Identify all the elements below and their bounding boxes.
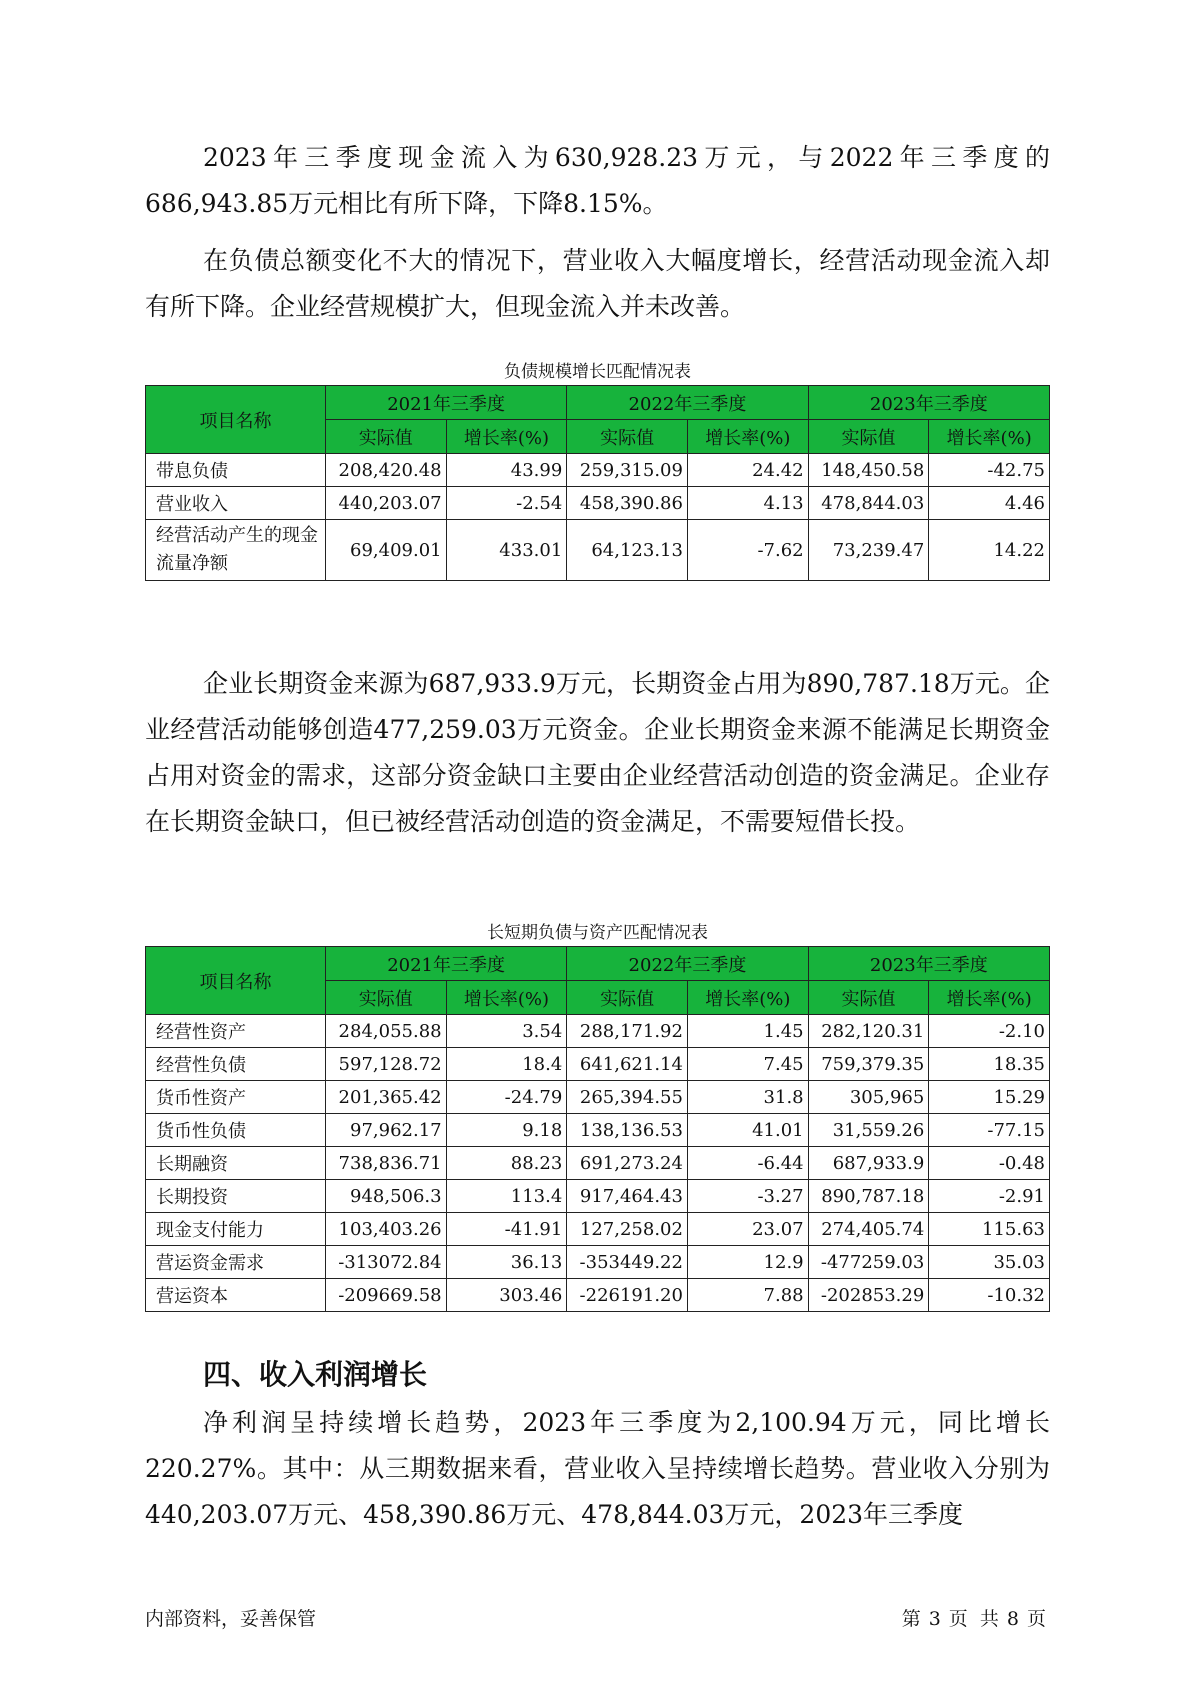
cell-value: 35.03 (929, 1246, 1050, 1279)
cell-value: 7.45 (687, 1048, 808, 1081)
page-suffix: 页 (1026, 1608, 1046, 1630)
page-current: 3 (928, 1608, 941, 1630)
row-label: 货币性资产 (146, 1081, 326, 1114)
cell-value: 24.42 (687, 454, 808, 487)
cell-value: 43.99 (446, 454, 567, 487)
header-actual: 实际值 (567, 981, 688, 1015)
header-period-2022: 2022年三季度 (567, 386, 808, 420)
page-mid: 页 共 (948, 1608, 999, 1630)
paragraph-cash-inflow: 2023年三季度现金流入为630,928.23万元，与2022年三季度的686,943.85万元相比有所下降，下降8.15%。 (145, 143, 1050, 218)
table-row (146, 454, 1050, 487)
cell-value: -0.48 (929, 1147, 1050, 1180)
cell-value: -3.27 (687, 1180, 808, 1213)
table2-caption: 长短期负债与资产匹配情况表 (487, 923, 708, 943)
cell-value: 115.63 (929, 1213, 1050, 1246)
cell-value: 18.35 (929, 1048, 1050, 1081)
cell-value: -226191.20 (567, 1279, 688, 1312)
cell-value: 288,171.92 (567, 1015, 688, 1048)
cell-value: 284,055.88 (325, 1015, 446, 1048)
cell-value: 103,403.26 (325, 1213, 446, 1246)
cell-value: 305,965 (808, 1081, 929, 1114)
header-actual: 实际值 (567, 420, 688, 454)
cell-value: 687,933.9 (808, 1147, 929, 1180)
cell-value: 738,836.71 (325, 1147, 446, 1180)
cell-value: -209669.58 (325, 1279, 446, 1312)
table-row (146, 1114, 1050, 1147)
table-row (146, 1081, 1050, 1114)
cell-value: 458,390.86 (567, 487, 688, 520)
asset-liability-table (145, 946, 1050, 1312)
cell-value: 208,420.48 (325, 454, 446, 487)
cell-value: 917,464.43 (567, 1180, 688, 1213)
cell-value: 23.07 (687, 1213, 808, 1246)
cell-value: 41.01 (687, 1114, 808, 1147)
cell-value: 3.54 (446, 1015, 567, 1048)
page-prefix: 第 (901, 1608, 921, 1630)
header-growth: 增长率(%) (687, 981, 808, 1015)
table-row (146, 487, 1050, 520)
cell-value: 948,506.3 (325, 1180, 446, 1213)
cell-value: 201,365.42 (325, 1081, 446, 1114)
header-growth: 增长率(%) (929, 420, 1050, 454)
header-growth: 增长率(%) (929, 981, 1050, 1015)
cell-value: 759,379.35 (808, 1048, 929, 1081)
cell-value: 1.45 (687, 1015, 808, 1048)
table-row (146, 1147, 1050, 1180)
cell-value: -313072.84 (325, 1246, 446, 1279)
cell-value: -6.44 (687, 1147, 808, 1180)
header-item-name: 项目名称 (146, 947, 326, 1015)
row-label: 长期融资 (146, 1147, 326, 1180)
cell-value: 127,258.02 (567, 1213, 688, 1246)
section-heading: 四、收入利润增长 (203, 1358, 428, 1391)
table-row (146, 1279, 1050, 1312)
table-row (146, 1015, 1050, 1048)
cell-value: -42.75 (929, 454, 1050, 487)
cell-value: 303.46 (446, 1279, 567, 1312)
cell-value: 12.9 (687, 1246, 808, 1279)
table-row (146, 1213, 1050, 1246)
header-growth: 增长率(%) (446, 981, 567, 1015)
header-actual: 实际值 (325, 981, 446, 1015)
cell-value: 88.23 (446, 1147, 567, 1180)
cell-value: 36.13 (446, 1246, 567, 1279)
cell-value: 31,559.26 (808, 1114, 929, 1147)
row-label: 经营活动产生的现金流量净额 (146, 520, 326, 581)
paragraph-liability-summary: 在负债总额变化不大的情况下，营业收入大幅度增长，经营活动现金流入却有所下降。企业经营规模扩大，但现金流入并未改善。 (145, 246, 1050, 321)
cell-value: -2.54 (446, 487, 567, 520)
cell-value: 597,128.72 (325, 1048, 446, 1081)
row-label: 长期投资 (146, 1180, 326, 1213)
cell-value: 113.4 (446, 1180, 567, 1213)
cell-value: 433.01 (446, 520, 567, 581)
cell-value: 138,136.53 (567, 1114, 688, 1147)
cell-value: -353449.22 (567, 1246, 688, 1279)
cell-value: 265,394.55 (567, 1081, 688, 1114)
cell-value: 64,123.13 (567, 520, 688, 581)
cell-value: 4.46 (929, 487, 1050, 520)
table-row (146, 520, 1050, 581)
header-growth: 增长率(%) (687, 420, 808, 454)
row-label: 营运资本 (146, 1279, 326, 1312)
header-period-2022: 2022年三季度 (567, 947, 808, 981)
header-period-2023: 2023年三季度 (808, 386, 1049, 420)
cell-value: 14.22 (929, 520, 1050, 581)
page-indicator (898, 1604, 1050, 1631)
cell-value: 259,315.09 (567, 454, 688, 487)
row-label: 带息负债 (146, 454, 326, 487)
cell-value: 148,450.58 (808, 454, 929, 487)
table1-caption: 负债规模增长匹配情况表 (504, 362, 691, 382)
cell-value: 691,273.24 (567, 1147, 688, 1180)
cell-value: 274,405.74 (808, 1213, 929, 1246)
cell-value: 15.29 (929, 1081, 1050, 1114)
footer-confidential-note: 内部资料，妥善保管 (145, 1608, 317, 1630)
header-item-name: 项目名称 (146, 386, 326, 454)
cell-value: 73,239.47 (808, 520, 929, 581)
cell-value: 7.88 (687, 1279, 808, 1312)
cell-value: -24.79 (446, 1081, 567, 1114)
header-growth: 增长率(%) (446, 420, 567, 454)
cell-value: 641,621.14 (567, 1048, 688, 1081)
table-row (146, 1048, 1050, 1081)
cell-value: -202853.29 (808, 1279, 929, 1312)
row-label: 经营性负债 (146, 1048, 326, 1081)
cell-value: 282,120.31 (808, 1015, 929, 1048)
header-actual: 实际值 (325, 420, 446, 454)
header-period-2021: 2021年三季度 (325, 947, 566, 981)
cell-value: -10.32 (929, 1279, 1050, 1312)
cell-value: 4.13 (687, 487, 808, 520)
cell-value: -2.10 (929, 1015, 1050, 1048)
header-actual: 实际值 (808, 420, 929, 454)
row-label: 现金支付能力 (146, 1213, 326, 1246)
header-period-2023: 2023年三季度 (808, 947, 1049, 981)
paragraph-profit-growth: 净利润呈持续增长趋势，2023年三季度为2,100.94万元，同比增长220.27%。其中：从三期数据来看，营业收入呈持续增长趋势。营业收入分别为440,203.07万元、458,390.86万元、478,844.03万元，2023年三季度 (145, 1408, 1050, 1529)
cell-value: 69,409.01 (325, 520, 446, 581)
debt-growth-table (145, 385, 1050, 581)
cell-value: 18.4 (446, 1048, 567, 1081)
row-label: 营运资金需求 (146, 1246, 326, 1279)
cell-value: 31.8 (687, 1081, 808, 1114)
cell-value: 478,844.03 (808, 487, 929, 520)
row-label: 营业收入 (146, 487, 326, 520)
cell-value: -41.91 (446, 1213, 567, 1246)
header-actual: 实际值 (808, 981, 929, 1015)
cell-value: -7.62 (687, 520, 808, 581)
table-row (146, 1246, 1050, 1279)
cell-value: -2.91 (929, 1180, 1050, 1213)
cell-value: -77.15 (929, 1114, 1050, 1147)
header-period-2021: 2021年三季度 (325, 386, 566, 420)
cell-value: 440,203.07 (325, 487, 446, 520)
cell-value: -477259.03 (808, 1246, 929, 1279)
page-total: 8 (1006, 1608, 1019, 1630)
cell-value: 9.18 (446, 1114, 567, 1147)
row-label: 经营性资产 (146, 1015, 326, 1048)
paragraph-long-term-funds: 企业长期资金来源为687,933.9万元，长期资金占用为890,787.18万元。企业经营活动能够创造477,259.03万元资金。企业长期资金来源不能满足长期资金占用对资金的需求，这部分资金缺口主要由企业经营活动创造的资金满足。企业存在长期资金缺口，但已被经营活动创造的资金满足，不需要短借长投。 (145, 669, 1050, 836)
cell-value: 97,962.17 (325, 1114, 446, 1147)
table-row (146, 1180, 1050, 1213)
cell-value: 890,787.18 (808, 1180, 929, 1213)
row-label: 货币性负债 (146, 1114, 326, 1147)
